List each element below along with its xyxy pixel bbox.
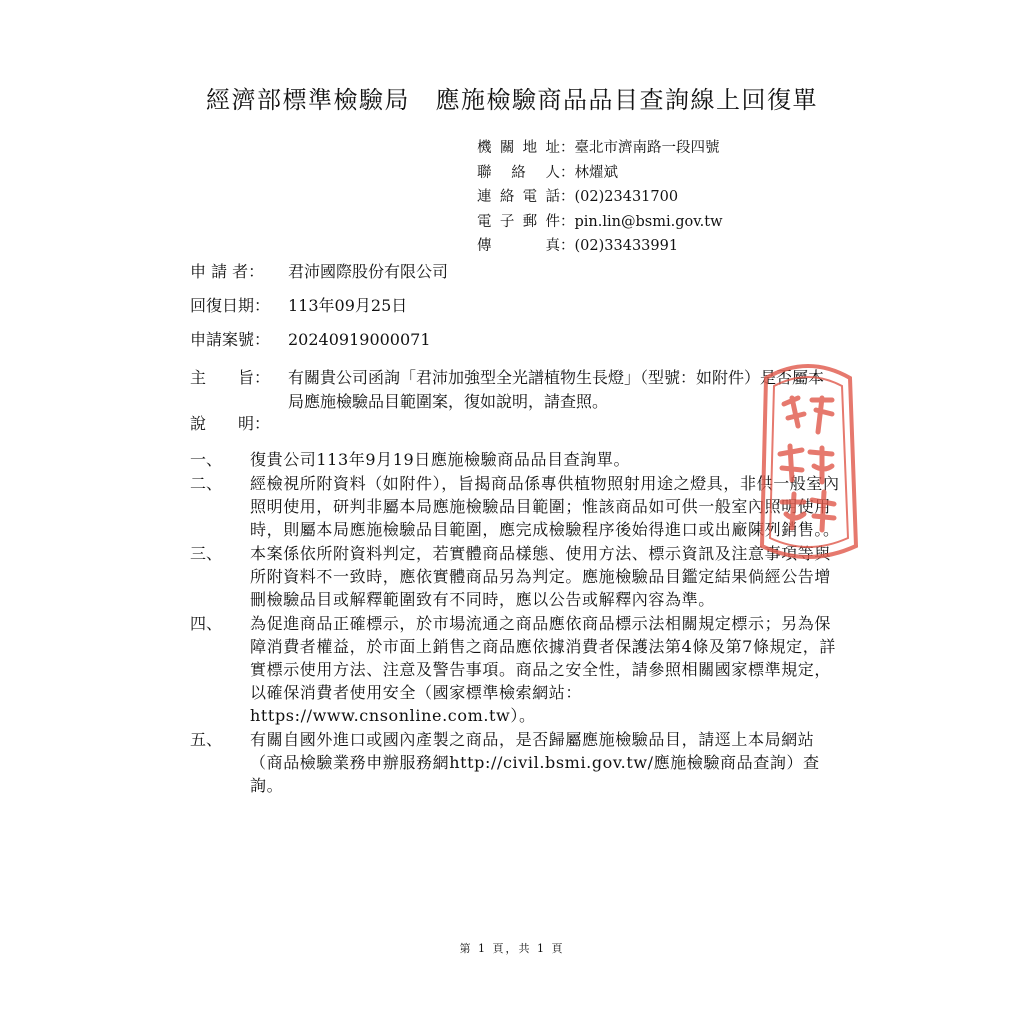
contact-label: 機關地址 bbox=[477, 140, 560, 156]
contact-value: ：臺北市濟南路一段四號 bbox=[560, 140, 720, 156]
reply-date-value: 113年09月25日 bbox=[288, 296, 408, 315]
reply-date-row bbox=[190, 294, 407, 318]
explanation-item bbox=[190, 728, 840, 797]
contact-label: 聯絡人 bbox=[477, 164, 560, 181]
contact-label: 電子郵件 bbox=[477, 213, 560, 230]
subject-text: 有關貴公司函詢「君沛加強型全光譜植物生長燈」（型號：如附件）是否屬本局應施檢驗品目範圍案，復如說明，請查照。 bbox=[288, 368, 825, 411]
document-title: 經濟部標準檢驗局 應施檢驗商品品目查詢線上回復單 bbox=[206, 86, 818, 114]
item-text: 本案係依所附資料判定，若實體商品樣態、使用方法、標示資訊及注意事項等與所附資料不一致時，應依實體商品另為判定。應施檢驗品目鑑定結果倘經公告增刪檢驗品目或解釋範圍致有不同時，應以公告或解釋內容為準。 bbox=[250, 544, 832, 609]
explanation-list bbox=[190, 448, 840, 798]
item-number: 五、 bbox=[190, 730, 223, 749]
case-number-value: 20240919000071 bbox=[288, 330, 431, 349]
contact-block bbox=[477, 136, 723, 259]
contact-address bbox=[477, 136, 723, 161]
page-footer: 第 1 頁，共 1 頁 bbox=[459, 942, 565, 955]
subject-section bbox=[190, 366, 828, 414]
applicant-row bbox=[190, 260, 448, 284]
case-number-row bbox=[190, 328, 431, 352]
contact-email bbox=[477, 210, 723, 235]
explanation-item bbox=[190, 542, 840, 611]
explanation-item bbox=[190, 612, 840, 727]
contact-value: ：pin.lin@bsmi.gov.tw bbox=[560, 213, 723, 230]
item-number: 三、 bbox=[190, 544, 223, 563]
item-number: 一、 bbox=[190, 450, 223, 469]
item-text: 有關自國外進口或國內產製之商品，是否歸屬應施檢驗品目，請逕上本局網站（商品檢驗業務申辦服務網http://civil.bsmi.gov.tw/應施檢驗商品查詢）查詢。 bbox=[250, 730, 820, 795]
contact-value: ：林燿斌 bbox=[560, 164, 618, 181]
contact-person bbox=[477, 161, 723, 186]
contact-fax bbox=[477, 234, 723, 259]
contact-label: 傳真 bbox=[477, 238, 560, 254]
subject-label: 主 旨： bbox=[190, 368, 271, 387]
item-number: 二、 bbox=[190, 474, 223, 493]
item-text: 經檢視所附資料（如附件），旨揭商品係專供植物照射用途之燈具，非供一般室內照明使用，研判非屬本局應施檢驗品目範圍；惟該商品如可供一般室內照明使用時，則屬本局應施檢驗品目範圍，應完成檢驗程序後始得進口或出廠陳列銷售。。 bbox=[250, 474, 840, 539]
contact-label: 連絡電話 bbox=[477, 189, 560, 205]
applicant-label: 申 請 者： bbox=[190, 262, 265, 281]
item-text: 復貴公司113年9月19日應施檢驗商品品目查詢單。 bbox=[250, 450, 631, 469]
item-text: 為促進商品正確標示，於市場流通之商品應依商品標示法相關規定標示；另為保障消費者權益，於市面上銷售之商品應依據消費者保護法第4條及第7條規定，詳實標示使用方法、注意及警告事項。商品之安全性，請參照相關國家標準規定，以確保消費者使用安全（國家標準檢索網站：https://www.cnsonline.com.tw）。 bbox=[250, 614, 836, 725]
explanation-item bbox=[190, 448, 840, 471]
contact-value: ：(02)23431700 bbox=[560, 189, 679, 205]
official-seal-stamp bbox=[752, 358, 864, 562]
explanation-label: 說 明： bbox=[190, 414, 271, 433]
contact-phone bbox=[477, 185, 723, 210]
contact-value: ：(02)33433991 bbox=[560, 238, 679, 254]
applicant-value: 君沛國際股份有限公司 bbox=[288, 262, 449, 281]
reply-date-label: 回復日期： bbox=[190, 296, 271, 315]
case-number-label: 申請案號： bbox=[190, 330, 271, 349]
item-number: 四、 bbox=[190, 614, 223, 633]
explanation-item bbox=[190, 472, 840, 541]
